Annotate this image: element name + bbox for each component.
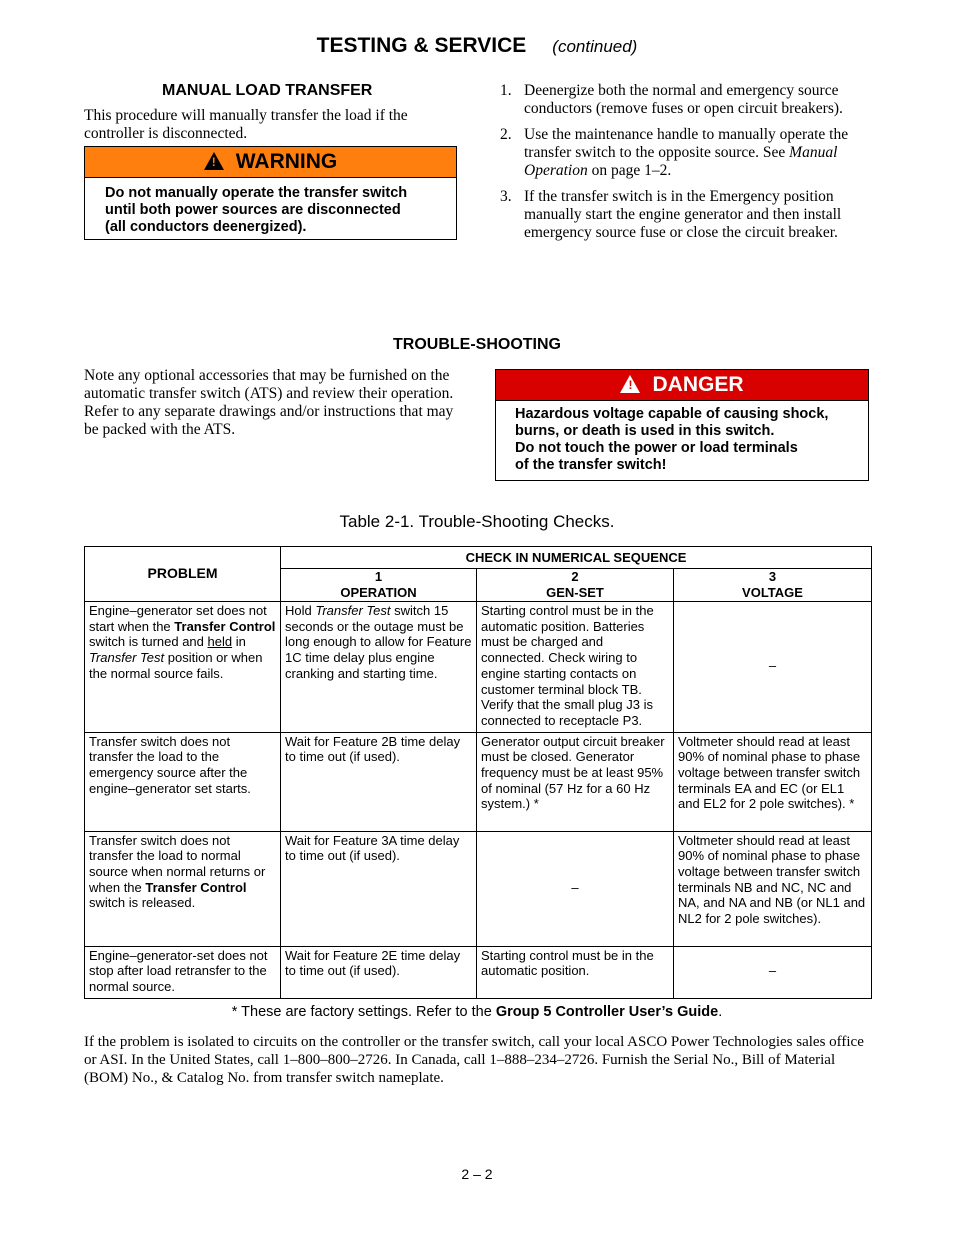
operation-cell [281, 602, 477, 733]
danger-icon: ! [620, 375, 640, 393]
step-number: 2. [500, 126, 512, 143]
warning-icon: ! [204, 152, 224, 170]
table-row [85, 831, 872, 946]
step-number: 3. [500, 188, 512, 205]
danger-line: Do not touch the power or load terminals [515, 440, 798, 456]
warning-line: (all conductors deenergized). [105, 219, 307, 235]
table-row [85, 602, 872, 733]
problem-cell: Transfer switch does not transfer the load to the emergency source after the engine–generator set starts. [85, 732, 281, 831]
footnote-guide-title: Group 5 Controller User’s Guide [495, 1004, 719, 1020]
step-text: If the transfer switch is in the Emergency position manually start the engine generator and then install emergency source fuse or close the circuit breaker. [524, 188, 842, 241]
cell-text: position or when the normal source fails. [89, 650, 263, 681]
warning-header [85, 147, 456, 178]
cell-text: switch 15 seconds or the outage must be long enough to allow for Feature 1C time delay plus engine cranking and starting time. [285, 603, 472, 681]
closing-paragraph: If the problem is isolated to circuits on the controller or the transfer switch, call your local ASCO Power Technologies sales office or ASI. In the United States, call 1–800–800–2726. In Canada, call 1–888–234–2726. Furnish the Serial No., Bill of Material (BOM) No., & Catalog No. from transfer switch nameplate. [84, 1034, 864, 1086]
page-title-continued: (continued) [552, 37, 638, 56]
page-header [0, 34, 954, 58]
warning-line: until both power sources are disconnected [105, 202, 401, 218]
cell-text-underlined: held [207, 634, 233, 650]
manual-transfer-steps [500, 82, 870, 250]
manual-transfer-intro: This procedure will manually transfer the load if the controller is disconnected. [84, 107, 408, 142]
column-number: 1 [374, 569, 383, 585]
operation-cell: Wait for Feature 2B time delay to time out (if used). [281, 732, 477, 831]
column-label: GEN-SET [546, 585, 604, 600]
step-text: Use the maintenance handle to manually operate the transfer switch to the opposite source. See [524, 126, 849, 161]
operation-cell: Wait for Feature 3A time delay to time out (if used). [281, 831, 477, 946]
step-text-italic: Manual Operation [524, 144, 838, 179]
step-item [500, 126, 870, 180]
table-header-row [85, 547, 872, 569]
warning-box [84, 146, 457, 240]
cell-text-italic: Transfer Test [315, 603, 391, 618]
genset-cell: – [477, 831, 674, 946]
troubleshooting-heading: TROUBLE-SHOOTING [393, 336, 561, 353]
column-header-genset [477, 569, 674, 602]
step-item [500, 82, 870, 118]
genset-cell: Generator output circuit breaker must be closed. Generator frequency must be at least 95% of nominal (57 Hz for a 60 Hz system.) * [477, 732, 674, 831]
warning-text [85, 178, 456, 236]
cell-text: in [232, 634, 246, 650]
step-text: Deenergize both the normal and emergency source conductors (remove fuses or open circuit breakers). [524, 82, 843, 117]
warning-line: Do not manually operate the transfer switch [105, 185, 408, 201]
voltage-cell: Voltmeter should read at least 90% of nominal phase to phase voltage between transfer switch terminals EA and EC (or EL1 and EL2 for 2 pole switches). * [674, 732, 872, 831]
column-label: VOLTAGE [742, 585, 803, 600]
cell-text-bold: Transfer Control [145, 879, 247, 895]
footnote-text: * These are factory settings. Refer to the [231, 1004, 496, 1020]
footnote-text: . [718, 1004, 723, 1020]
cell-text: Engine–generator set does not start when the [89, 603, 267, 634]
column-number: 2 [571, 569, 579, 585]
column-number: 3 [768, 569, 777, 585]
danger-box [495, 369, 869, 481]
voltage-cell: – [674, 602, 872, 733]
problem-cell [85, 602, 281, 733]
table-row [85, 946, 872, 998]
danger-line: of the transfer switch! [515, 457, 667, 473]
step-text: on page 1–2. [587, 162, 672, 179]
cell-text: switch is turned and [89, 634, 208, 650]
cell-text: switch is released. [89, 895, 196, 911]
voltage-cell: Voltmeter should read at least 90% of nominal phase to phase voltage between transfer switch terminals NB and NC, NC and NA, and NA and NB (or NL1 and NL2 for 2 pole switches). [674, 831, 872, 946]
danger-line: Hazardous voltage capable of causing shock, [515, 406, 829, 422]
problem-cell: Engine–generator-set does not stop after load retransfer to the normal source. [85, 946, 281, 998]
danger-text [496, 401, 868, 474]
step-number: 1. [500, 82, 512, 99]
danger-header [496, 370, 868, 401]
troubleshooting-intro: Note any optional accessories that may be furnished on the automatic transfer switch (ATS) and review their operation. Refer to any separate drawings and/or instructions that may be packed with the ATS. [84, 367, 454, 438]
column-header-voltage [674, 569, 872, 602]
troubleshooting-table [84, 546, 872, 999]
manual-transfer-heading: MANUAL LOAD TRANSFER [162, 82, 373, 99]
page-title: TESTING & SERVICE [316, 34, 527, 57]
column-label: OPERATION [340, 585, 417, 600]
table-row [85, 732, 872, 831]
danger-line: burns, or death is used in this switch. [515, 423, 775, 439]
column-header-operation [281, 569, 477, 602]
problem-cell [85, 831, 281, 946]
cell-text: Transfer switch does not transfer the load to normal source when normal returns or when the [89, 832, 266, 895]
step-item [500, 188, 870, 242]
cell-text-italic: Transfer Test [89, 650, 165, 666]
genset-cell: Starting control must be in the automatic position. [477, 946, 674, 998]
operation-cell: Wait for Feature 2E time delay to time out (if used). [281, 946, 477, 998]
genset-cell: Starting control must be in the automatic position. Batteries must be charged and connected. Check wiring to engine starting contacts on customer terminal block TB. Verify that the small plug J3 is connected to receptacle P3. [477, 602, 674, 733]
page-number: 2 – 2 [461, 1166, 493, 1182]
cell-text: Hold [285, 603, 316, 618]
table-caption: Table 2-1. Trouble-Shooting Checks. [339, 512, 615, 531]
table-footnote [0, 1004, 954, 1020]
column-header-problem: PROBLEM [85, 547, 281, 602]
column-header-check-sequence: CHECK IN NUMERICAL SEQUENCE [281, 547, 872, 569]
voltage-cell: – [674, 946, 872, 998]
warning-label: WARNING [235, 150, 338, 173]
cell-text-bold: Transfer Control [174, 618, 276, 634]
danger-label: DANGER [652, 373, 744, 396]
